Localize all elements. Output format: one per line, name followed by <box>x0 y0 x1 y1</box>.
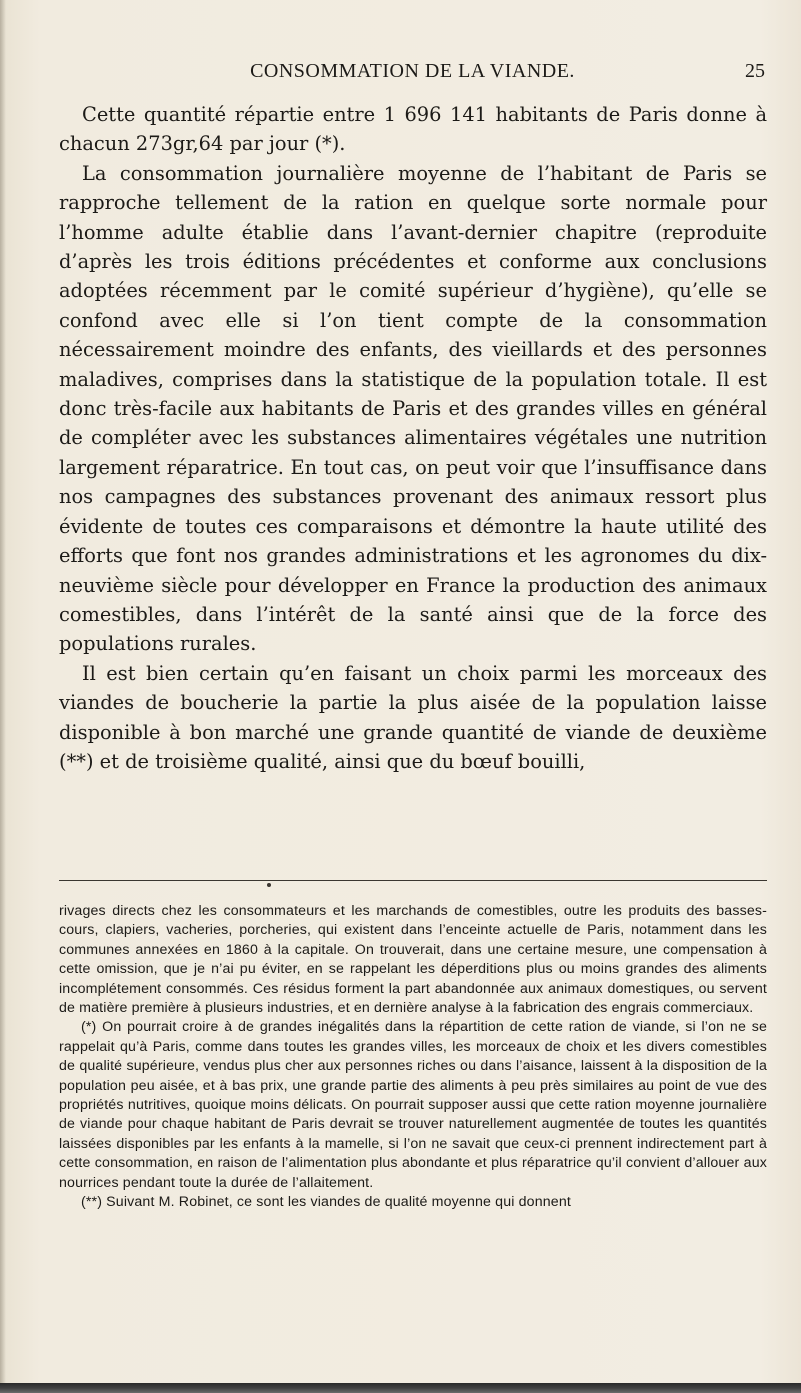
running-header <box>60 60 765 90</box>
body-paragraph: Cette quantité répartie entre 1 696 141 habitants de Paris donne à chacun 273gr,64 par jour (*). <box>59 103 767 156</box>
body-paragraph: Il est bien certain qu’en faisant un choix parmi les morceaux des viandes de boucherie la partie la plus aisée de la population laisse disponible à bon marché une grande quantité de viande de deuxième (**) et de troisième qualité, ainsi que du bœuf bouilli, <box>59 661 767 773</box>
footnote-2: (**) Suivant M. Robinet, ce sont les viandes de qualité moyenne qui donnent <box>81 1194 571 1211</box>
scan-bottom-edge <box>0 1383 801 1393</box>
footnote-continuation: rivages directs chez les consommateurs et les marchands de comestibles, outre les produits des basses-cours, clapiers, vacheries, porcheries, qui existent dans l’enceinte actuelle de Paris, notamment dans les communes annexées en 1860 à la capitale. On trouverait, dans une certaine mesure, une compensation à cette omission, que je n’ai pu éviter, en se rappelant les déperditions plus ou moins grandes des aliments incomplétement consommés. Ces résidus forment la part abandonnée aux animaux domestiques, ou servent de matière première à plusieurs industries, et en dernière analyse à la fabrication des engrais commerciaux. <box>59 903 767 1017</box>
running-title: CONSOMMATION DE LA VIANDE. <box>250 60 575 82</box>
footnotes <box>59 902 767 1213</box>
body-text <box>59 100 767 776</box>
separator-dot <box>267 883 271 887</box>
footnote-1: (*) On pourrait croire à de grandes inégalités dans la répartition de cette ration de viande, si l’on ne se rappelait qu’à Paris, comme dans toutes les grandes villes, les morceaux de choix et les divers comestibles de qualité supérieure, vendus plus cher aux personnes riches ou dans l’aisance, laissent à la disposition de la population peu aisée, et à bas prix, une grande partie des aliments à peu près similaires au point de vue des propriétés nutritives, quoique moins délicats. On pourrait supposer aussi que cette ration moyenne journalière de viande pour chaque habitant de Paris devrait se trouver naturellement augmentée de toutes les quantités laissées disponibles par les enfants à la mamelle, si l’on ne savait que ceux-ci prennent indirectement part à cette consommation, en raison de l’alimentation plus abondante et plus réparatrice qu’il convient d’allouer aux nourrices pendant toute la durée de l’allaitement. <box>59 1019 767 1191</box>
page-gutter-shadow <box>0 0 6 1393</box>
page-number: 25 <box>745 60 765 82</box>
body-paragraph: La consommation journalière moyenne de l’habitant de Paris se rapproche tellement de la ration en quelque sorte normale pour l’homme adulte établie dans l’avant-dernier chapitre (reproduite d’après les trois éditions précédentes et conforme aux conclusions adoptées récemment par le comité supérieur d’hygiène), qu’elle se confond avec elle si l’on tient compte de la consommation nécessairement moindre des enfants, des vieillards et des personnes maladives, comprises dans la statistique de la population totale. Il est donc très-facile aux habitants de Paris et des grandes villes en général de compléter avec les substances alimentaires végétales une nutrition largement réparatrice. En tout cas, on peut voir que l’insuffisance dans nos campagnes des substances provenant des animaux ressort plus évidente de toutes ces comparaisons et démontre la haute utilité des efforts que font nos grandes administrations et les agronomes du dix-neuvième siècle pour développer en France la production des animaux comestibles, dans l’intérêt de la santé ainsi que de la force des populations rurales. <box>59 161 767 656</box>
footnote-separator <box>59 880 767 881</box>
